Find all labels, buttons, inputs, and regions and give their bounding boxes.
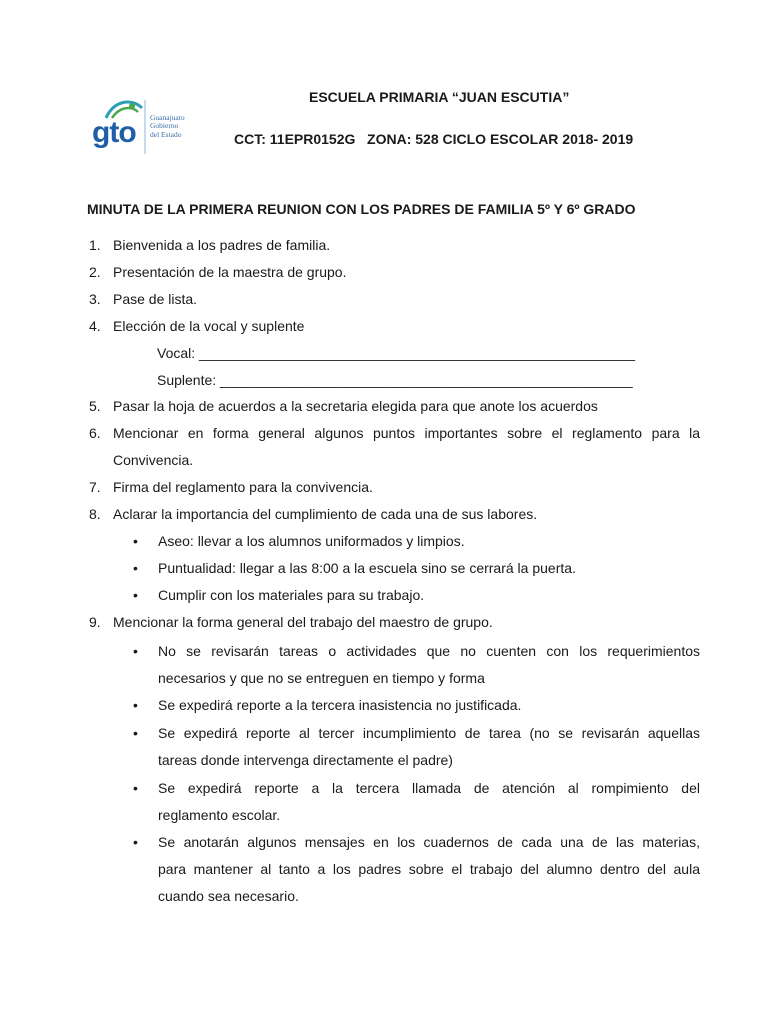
svg-text:gto: gto	[92, 116, 136, 149]
bullet-icon: •	[133, 533, 138, 549]
bullet-text-line-2: tareas donde intervenga directamente el padre)	[158, 752, 453, 768]
bullet-icon: •	[133, 697, 138, 713]
suplente-field[interactable]: Suplente: _____________________________________________________	[157, 372, 633, 388]
vocal-field[interactable]: Vocal: ________________________________________________________	[157, 345, 636, 361]
bullet-icon: •	[133, 560, 138, 576]
bullet-text: Aseo: llevar a los alumnos uniformados y limpios.	[158, 533, 465, 549]
logo-caption	[150, 114, 185, 139]
logo-line-2: Gobierno	[150, 121, 179, 131]
bullet-icon: •	[133, 780, 138, 796]
item-text: Elección de la vocal y suplente	[113, 318, 305, 334]
logo-line-3: del Estado	[150, 129, 182, 139]
gobierno-guanajuato-logo	[86, 78, 194, 172]
item-text-line-2: Convivencia.	[113, 452, 194, 468]
bullet-text-line-1: No se revisarán tareas o actividades que no cuenten con los requerimientos	[158, 643, 700, 659]
item-number: 5.	[89, 398, 101, 414]
bullet-text-line-2: reglamento escolar.	[158, 807, 281, 823]
item-text: Pasar la hoja de acuerdos a la secretaria elegida para que anote los acuerdos	[113, 398, 598, 414]
item-number: 8.	[89, 506, 101, 522]
item-number: 4.	[89, 318, 101, 334]
item-text: Pase de lista.	[113, 291, 198, 307]
cct-zona-ciclo-line: CCT: 11EPR0152G ZONA: 528 CICLO ESCOLAR 2018- 2019	[234, 131, 634, 147]
item-text: Firma del reglamento para la convivencia.	[113, 479, 373, 495]
item-text-line-1: Mencionar en forma general algunos puntos importantes sobre el reglamento para la	[113, 425, 700, 441]
bullet-text: Puntualidad: llegar a las 8:00 a la escuela sino se cerrará la puerta.	[158, 560, 576, 576]
bullet-icon: •	[133, 643, 138, 659]
item-number: 3.	[89, 291, 101, 307]
bullet-text-line-3: cuando sea necesario.	[158, 888, 299, 904]
school-name: ESCUELA PRIMARIA “JUAN ESCUTIA”	[309, 89, 570, 105]
item-text: Presentación de la maestra de grupo.	[113, 264, 347, 280]
item-number: 9.	[89, 614, 101, 630]
item-text: Aclarar la importancia del cumplimiento de cada una de sus labores.	[113, 506, 538, 522]
item-number: 7.	[89, 479, 101, 495]
bullet-text: Cumplir con los materiales para su trabajo.	[158, 587, 425, 603]
bullet-text-line-2: necesarios y que no se entreguen en tiempo y forma	[158, 670, 485, 686]
logo-line-1: Guanajuato	[150, 113, 185, 122]
item-text: Bienvenida a los padres de familia.	[113, 237, 331, 253]
bullet-icon: •	[133, 834, 138, 850]
bullet-icon: •	[133, 725, 138, 741]
bullet-text-line-2: para mantener al tanto a los padres sobre el trabajo del alumno dentro del aula	[158, 861, 700, 877]
item-number: 1.	[89, 237, 101, 253]
document-title: MINUTA DE LA PRIMERA REUNION CON LOS PADRES DE FAMILIA 5º Y 6º GRADO	[87, 201, 636, 217]
item-number: 6.	[89, 425, 101, 441]
item-text: Mencionar la forma general del trabajo del maestro de grupo.	[113, 614, 493, 630]
bullet-text-line-1: Se expedirá reporte al tercer incumplimiento de tarea (no se revisarán aquellas	[158, 725, 700, 741]
bullet-icon: •	[133, 587, 138, 603]
bullet-text-line-1: Se anotarán algunos mensajes en los cuadernos de cada una de las materias,	[158, 834, 700, 850]
item-number: 2.	[89, 264, 101, 280]
bullet-text: Se expedirá reporte a la tercera inasistencia no justificada.	[158, 697, 522, 713]
bullet-text-line-1: Se expedirá reporte a la tercera llamada de atención al rompimiento del	[158, 780, 700, 796]
